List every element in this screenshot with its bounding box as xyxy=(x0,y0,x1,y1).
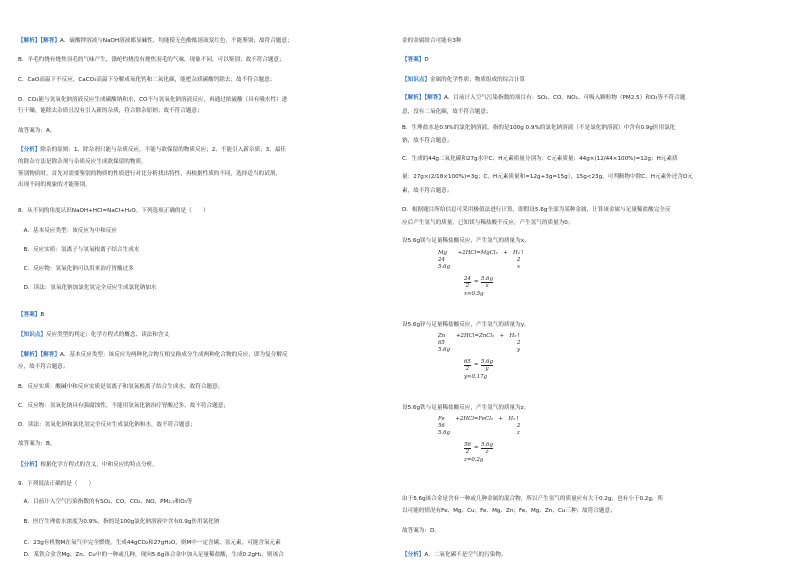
fraction-denominator: y xyxy=(485,366,489,372)
unknown-mass: y xyxy=(517,347,521,353)
fraction-numerator: 65 xyxy=(464,359,471,365)
text-line xyxy=(402,508,780,515)
section-tag: 【答案】 xyxy=(18,312,41,318)
line-text: 除杂的原则：1、除杂剂只能与杂质反应，不能与欲保留的物质反应；2、不能引入新杂质；3、最佳 xyxy=(40,147,287,153)
line-text: B xyxy=(40,312,45,318)
unknown-mass: x xyxy=(517,264,521,270)
line-text: 故答案为：A。 xyxy=(18,128,56,134)
text-line xyxy=(18,247,396,254)
line-text: 设5.6g铁与足量稀盐酸反应，产生氢气的质量为z。 xyxy=(402,405,530,411)
line-text: 鉴别物质时，首先对需要鉴别的物质的性质进行对比分析找出特性，再根据性质的不同，选择适当的试剂， xyxy=(18,171,281,177)
fraction-denominator: 2 xyxy=(465,283,470,289)
line-text: 设5.6g锌与足量稀盐酸反应，产生氢气的质量为y。 xyxy=(402,322,530,328)
molar-mass-h2: 2 xyxy=(517,423,521,429)
line-text: 9．下列说法正确的是（ ） xyxy=(18,481,95,487)
line-text: 金的金属组合可能有3种 xyxy=(402,38,462,44)
line-text: 根据化学方程式的含义，中和反应的特点分析。 xyxy=(40,462,158,468)
reaction-equation: Fe +2HCl=FeCl₂ + H₂↑ xyxy=(438,416,520,422)
line-text: 反应类型的判定；化学方程式的概念、读法和含义 xyxy=(45,332,170,338)
ratio-right xyxy=(481,442,493,455)
line-text: D．读法：氢氧化钠加氯化氢完全反应生成氯化钠加水 xyxy=(18,285,157,291)
text-line xyxy=(18,519,396,526)
line-text: B．反应实质：酸碱中和反应实质是氢离子和氢氧根离子结合生成水，故符合题意； xyxy=(18,384,224,390)
equals-sign: = xyxy=(474,445,479,451)
line-text: 应，故不符合题意； xyxy=(18,364,69,370)
text-line xyxy=(18,441,396,448)
text-line xyxy=(402,496,780,503)
line-text: A．二氧化碳不是空气的污染物。 xyxy=(424,552,507,558)
section-tag: 【解析】【解答】 xyxy=(402,95,444,101)
line-text: B．反应实质：氢离子与氢氧根离子结合生成水 xyxy=(18,247,140,253)
text-line xyxy=(18,228,396,235)
text-line xyxy=(18,462,396,469)
fraction-denominator: 2 xyxy=(465,449,470,455)
text-line xyxy=(402,528,780,535)
ratio-right xyxy=(481,276,493,289)
ratio-left xyxy=(464,442,471,455)
line-text: D．读法：氢氧化钠和氯化氢完全反应生成氯化钠和水，故不符合题意； xyxy=(18,422,196,428)
text-line xyxy=(18,540,396,547)
line-text: 量：27g×(2/18×100%)=3g；C、H元素质量和=12g+3g=15g），15g<23g，可判断物中除C、H元素外还含O元 xyxy=(402,174,693,180)
text-line xyxy=(18,208,396,215)
text-line xyxy=(402,57,780,64)
fraction-numerator: 5.6g xyxy=(481,276,494,282)
line-text: D xyxy=(424,57,429,63)
given-mass: 5.6g xyxy=(438,347,451,353)
ratio-left xyxy=(464,359,471,372)
reaction-equation: Mg +2HCl=MgCl₂ + H₂↑ xyxy=(438,250,525,256)
text-line xyxy=(18,97,396,104)
equals-sign: = xyxy=(474,279,479,285)
text-line xyxy=(18,285,396,292)
text-line xyxy=(18,266,396,273)
line-text: C．CaO高温下不反应，CaCO₃高温下分解成氧化钙和二氧化碳，能把杂质碳酸钙除去；故不符合题意； xyxy=(18,77,276,83)
text-line xyxy=(402,77,780,84)
line-text: C．23g有机物M在氧气中完全燃烧，生成44gCO₂和27gH₂O，则M中一定含碳、氢元素，可能含氧元素 xyxy=(18,540,281,546)
molar-mass-h2: 2 xyxy=(517,340,521,346)
given-mass: 5.6g xyxy=(438,430,451,436)
fraction-denominator: x xyxy=(485,283,489,289)
right-column xyxy=(402,0,780,562)
fraction-numerator: 56 xyxy=(464,442,471,448)
text-line xyxy=(18,159,396,166)
line-text: 金属的化学性质；物质组成的综合计算 xyxy=(429,77,526,83)
left-column xyxy=(18,0,396,562)
text-line xyxy=(18,352,396,359)
section-tag: 【分析】 xyxy=(18,147,41,153)
text-line xyxy=(18,171,396,178)
text-line xyxy=(18,38,396,45)
line-text: D．某铁合金含Mg、Zn、Cu中的一种或几种，现向5.6g该合金中加入足量稀盐酸，生成0.2gH₂，则该合 xyxy=(18,552,284,558)
section-tag: 【分析】 xyxy=(18,462,41,468)
line-text: A．硫酸钾溶液与NaOH溶液都显碱性，均能使无色酚酞溶液变红色，不能鉴别；故符合题意； xyxy=(59,38,293,44)
fraction-denominator: z xyxy=(485,449,489,455)
line-text: C．反应物：氢氧化钠可以用来治疗胃酸过多 xyxy=(18,266,134,272)
line-text: A．基本反应类型：该反应为两种化合物互相交换成分生成两种化合物的反应，即为复分解反 xyxy=(59,352,288,358)
result-value: x≈0.5g xyxy=(464,291,484,297)
text-line xyxy=(18,182,396,189)
text-line xyxy=(402,238,780,245)
text-line xyxy=(18,57,396,64)
molar-mass-h2: 2 xyxy=(517,257,521,263)
reaction-equation: Zn +2HCl=ZnCl₂ + H₂↑ xyxy=(438,333,521,339)
result-value: y≈0.17g xyxy=(464,374,488,380)
line-text: 8．从不同的角度认识NaOH+HCl=NaCl+H₂O。下列选项正确的是（ ） xyxy=(18,208,209,214)
line-text: C．生成的44g二氧化碳和27g水中C、H元素质量分别为：C元素质量：44g×(12/44×100%)=12g；H元素质 xyxy=(402,156,678,162)
text-line xyxy=(402,188,780,195)
line-text: 故答案为：D。 xyxy=(402,528,440,534)
line-text: 应后产生氢气的质量，已知镁与稀盐酸不反应，产生氢气的质量为0； xyxy=(402,220,574,226)
text-line xyxy=(18,552,396,559)
line-text: D．CO₂能与氢氧化钠溶液反应生成碳酸钠和水，CO不与氢氧化钠溶液反应，再通过浓硫酸（具有吸水性）进 xyxy=(18,97,288,103)
text-line xyxy=(18,403,396,410)
line-text: 故答案为：B。 xyxy=(18,441,56,447)
fraction-denominator: 2 xyxy=(465,366,470,372)
ratio-left xyxy=(464,276,471,289)
unknown-mass: z xyxy=(517,430,520,436)
section-tag: 【解析】【解答】 xyxy=(18,38,60,44)
text-line xyxy=(402,220,780,227)
text-line xyxy=(402,95,780,102)
line-text: 以可能的情况有Fe、Mg、Cu；Fe、Mg、Zn；Fe、Mg、Zn、Cu三种；故符合题意； xyxy=(402,508,616,514)
text-line xyxy=(402,38,780,45)
line-text: 出现不同的现象的才能鉴别。 xyxy=(18,182,91,188)
text-line xyxy=(18,312,396,319)
text-line xyxy=(18,364,396,371)
section-tag: 【知识点】 xyxy=(18,332,46,338)
text-line xyxy=(402,207,780,214)
text-line xyxy=(18,332,396,339)
equation-block xyxy=(402,416,780,476)
given-mass: 5.6g xyxy=(438,264,451,270)
molar-mass-metal: 65 xyxy=(438,340,445,346)
line-text: B．医疗生理盐水浓度为0.9%，指的是100g氯化钠溶液中含有0.9g医用氯化钠 xyxy=(18,519,220,525)
line-text: A．目前计入空气污染指数的项目有：SO₂、CO、NO₂、可吸入颗粒物（PM2.5）和O₃等不符合题 xyxy=(443,95,686,101)
line-text: 行干燥，能除去杂质且没有引入新的杂质，符合除杂原则；故不符合题意； xyxy=(18,108,203,114)
line-text: 钠，故不符合题意； xyxy=(402,138,453,144)
line-text: 的除杂方法是除杂剂与杂质反应生成欲保留的物质。 xyxy=(18,159,147,165)
fraction-numerator: 24 xyxy=(464,276,471,282)
text-line xyxy=(402,322,780,329)
text-line xyxy=(402,109,780,116)
line-text: C．反应物：氢氧化钠具有强腐蚀性，不能用氢氧化钠治疗胃酸过多，故不符合题意； xyxy=(18,403,229,409)
text-line xyxy=(18,77,396,84)
line-text: 意，没有二氧化碳，故不符合题意； xyxy=(402,109,492,115)
text-line xyxy=(402,138,780,145)
text-line xyxy=(18,481,396,488)
section-tag: 【分析】 xyxy=(402,552,425,558)
molar-mass-metal: 24 xyxy=(438,257,445,263)
text-line xyxy=(18,499,396,506)
line-text: A．目前计入空气污染指数的有SO₂、CO、CO₂、NO、PM₂.₅和O₃等 xyxy=(18,499,193,505)
text-line xyxy=(402,156,780,163)
fraction-numerator: 5.6g xyxy=(481,442,494,448)
equals-sign: = xyxy=(474,362,479,368)
line-text: B．羊毛灼烧有烧焦羽毛的气味产生，涤纶灼烧没有烧焦羽毛的气味，现象不同，可以鉴别；故不符合题意； xyxy=(18,57,285,63)
line-text: 设5.6g镁与足量稀盐酸反应，产生氢气的质量为x。 xyxy=(402,238,530,244)
line-text: B．生理盐水是0.9%的氯化钠溶液，指的是100g 0.9%的氯化钠溶液（不是氯化钠溶液）中含有0.9g医用氯化 xyxy=(402,125,676,131)
molar-mass-metal: 56 xyxy=(438,423,445,429)
text-line xyxy=(402,552,780,559)
line-text: D．根据题目所给信息可采用极值法进行计算，即假设5.6g全部为某种金属，计算该金属与足量稀盐酸完全反 xyxy=(402,207,671,213)
ratio-right xyxy=(481,359,493,372)
line-text: A．基本反应类型：该反应为中和反应 xyxy=(18,228,117,234)
section-tag: 【解析】【解答】 xyxy=(18,352,60,358)
text-line xyxy=(18,108,396,115)
text-line xyxy=(18,384,396,391)
section-tag: 【知识点】 xyxy=(402,77,430,83)
text-line xyxy=(18,147,396,154)
section-tag: 【答案】 xyxy=(402,57,425,63)
equation-block xyxy=(402,333,780,393)
text-line xyxy=(402,174,780,181)
line-text: 由于5.6g该合金是含有一种或几种金属的混合物，所以产生氢气的质量应有大于0.2g，也有小于0.2g，所 xyxy=(402,496,664,502)
text-line xyxy=(402,405,780,412)
text-line xyxy=(402,125,780,132)
text-line xyxy=(18,128,396,135)
line-text: 素，故不符合题意； xyxy=(402,188,453,194)
text-line xyxy=(18,422,396,429)
equation-block xyxy=(402,250,780,310)
fraction-numerator: 5.6g xyxy=(481,359,494,365)
result-value: z=0.2g xyxy=(464,457,484,463)
